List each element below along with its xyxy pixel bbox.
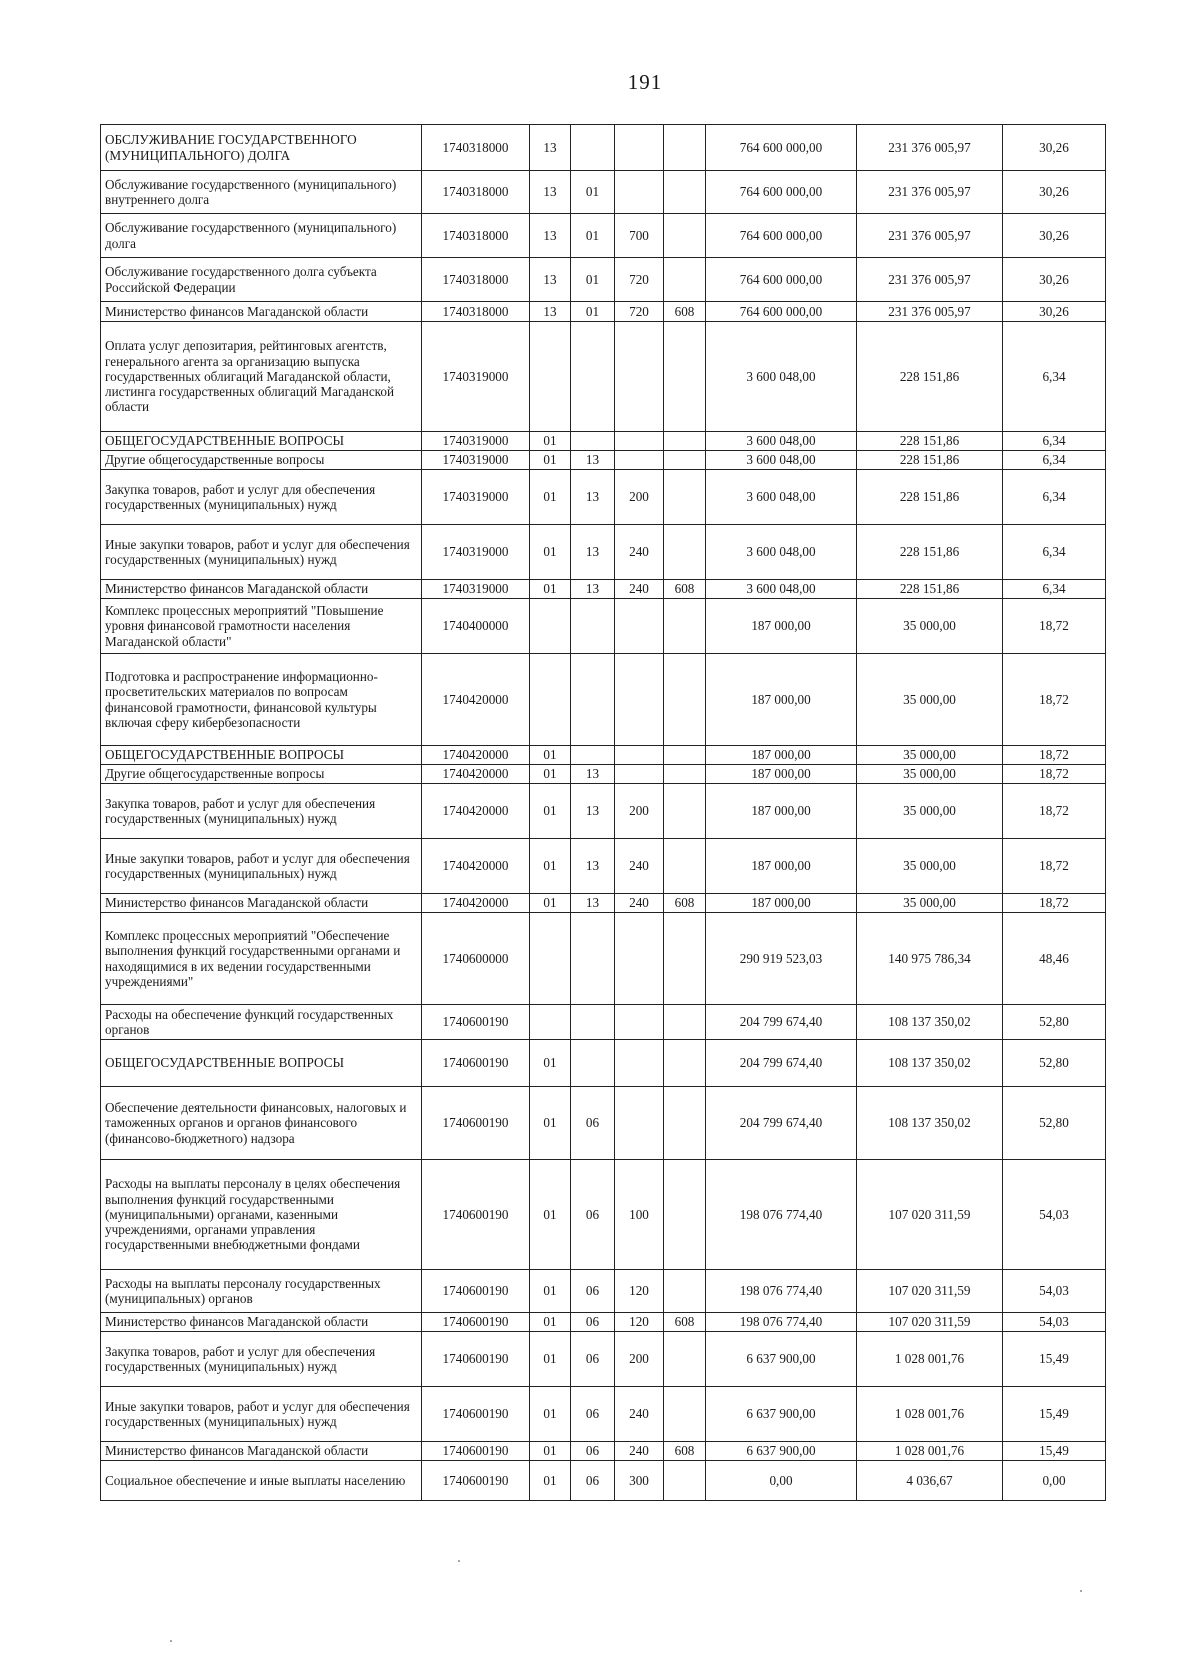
row-subsection: 13 bbox=[571, 470, 615, 525]
row-expense-type: 240 bbox=[615, 894, 664, 913]
row-expense-type bbox=[615, 654, 664, 746]
row-actual-amount: 108 137 350,02 bbox=[857, 1040, 1003, 1087]
row-plan-amount: 187 000,00 bbox=[706, 599, 857, 654]
row-expense-type: 200 bbox=[615, 470, 664, 525]
row-ministry-code bbox=[664, 432, 706, 451]
row-name: Обслуживание государственного (муниципального) долга bbox=[101, 214, 422, 258]
row-percent: 18,72 bbox=[1003, 654, 1106, 746]
row-plan-amount: 187 000,00 bbox=[706, 765, 857, 784]
row-name: ОБЩЕГОСУДАРСТВЕННЫЕ ВОПРОСЫ bbox=[101, 432, 422, 451]
row-percent: 54,03 bbox=[1003, 1270, 1106, 1313]
table-row bbox=[101, 258, 1106, 302]
row-code: 1740600190 bbox=[422, 1087, 530, 1160]
row-name: Расходы на обеспечение функций государственных органов bbox=[101, 1005, 422, 1040]
row-code: 1740420000 bbox=[422, 784, 530, 839]
row-name: Подготовка и распространение информационно-просветительских материалов по вопросам финансовой грамотности, финансовой культуры включая сферу кибербезопасности bbox=[101, 654, 422, 746]
row-actual-amount: 35 000,00 bbox=[857, 839, 1003, 894]
row-plan-amount: 764 600 000,00 bbox=[706, 125, 857, 171]
row-expense-type: 240 bbox=[615, 525, 664, 580]
row-name: Закупка товаров, работ и услуг для обеспечения государственных (муниципальных) нужд bbox=[101, 470, 422, 525]
row-section: 13 bbox=[530, 214, 571, 258]
row-ministry-code bbox=[664, 765, 706, 784]
row-plan-amount: 290 919 523,03 bbox=[706, 913, 857, 1005]
row-ministry-code: 608 bbox=[664, 894, 706, 913]
row-plan-amount: 764 600 000,00 bbox=[706, 214, 857, 258]
row-code: 1740319000 bbox=[422, 525, 530, 580]
row-code: 1740600190 bbox=[422, 1040, 530, 1087]
row-name: Закупка товаров, работ и услуг для обеспечения государственных (муниципальных) нужд bbox=[101, 1332, 422, 1387]
row-name: Министерство финансов Магаданской области bbox=[101, 302, 422, 322]
row-percent: 18,72 bbox=[1003, 746, 1106, 765]
row-subsection: 13 bbox=[571, 580, 615, 599]
row-plan-amount: 3 600 048,00 bbox=[706, 432, 857, 451]
row-subsection bbox=[571, 913, 615, 1005]
row-subsection bbox=[571, 125, 615, 171]
row-name: Другие общегосударственные вопросы bbox=[101, 451, 422, 470]
row-expense-type: 240 bbox=[615, 1387, 664, 1442]
row-plan-amount: 0,00 bbox=[706, 1461, 857, 1501]
row-plan-amount: 198 076 774,40 bbox=[706, 1270, 857, 1313]
row-section: 13 bbox=[530, 258, 571, 302]
row-code: 1740600000 bbox=[422, 913, 530, 1005]
row-actual-amount: 231 376 005,97 bbox=[857, 171, 1003, 214]
row-percent: 18,72 bbox=[1003, 765, 1106, 784]
row-expense-type: 120 bbox=[615, 1270, 664, 1313]
row-name: Иные закупки товаров, работ и услуг для обеспечения государственных (муниципальных) нужд bbox=[101, 525, 422, 580]
row-expense-type: 240 bbox=[615, 580, 664, 599]
row-percent: 52,80 bbox=[1003, 1087, 1106, 1160]
row-section: 01 bbox=[530, 746, 571, 765]
row-plan-amount: 187 000,00 bbox=[706, 839, 857, 894]
row-expense-type: 120 bbox=[615, 1313, 664, 1332]
row-ministry-code bbox=[664, 525, 706, 580]
table-row bbox=[101, 171, 1106, 214]
row-percent: 30,26 bbox=[1003, 214, 1106, 258]
row-plan-amount: 204 799 674,40 bbox=[706, 1087, 857, 1160]
row-subsection: 13 bbox=[571, 894, 615, 913]
row-subsection: 06 bbox=[571, 1332, 615, 1387]
row-expense-type bbox=[615, 171, 664, 214]
row-percent: 18,72 bbox=[1003, 784, 1106, 839]
row-plan-amount: 187 000,00 bbox=[706, 746, 857, 765]
table-body bbox=[101, 125, 1106, 1501]
table-row bbox=[101, 322, 1106, 432]
row-subsection: 06 bbox=[571, 1387, 615, 1442]
row-section: 01 bbox=[530, 894, 571, 913]
row-expense-type: 300 bbox=[615, 1461, 664, 1501]
table-row bbox=[101, 214, 1106, 258]
row-ministry-code bbox=[664, 125, 706, 171]
row-name: Министерство финансов Магаданской области bbox=[101, 1442, 422, 1461]
row-code: 1740600190 bbox=[422, 1005, 530, 1040]
row-expense-type bbox=[615, 599, 664, 654]
row-expense-type bbox=[615, 1005, 664, 1040]
row-actual-amount: 228 151,86 bbox=[857, 322, 1003, 432]
row-subsection bbox=[571, 746, 615, 765]
row-name: Министерство финансов Магаданской области bbox=[101, 1313, 422, 1332]
table-row bbox=[101, 470, 1106, 525]
row-ministry-code bbox=[664, 1332, 706, 1387]
row-subsection: 06 bbox=[571, 1313, 615, 1332]
row-ministry-code bbox=[664, 1005, 706, 1040]
row-percent: 54,03 bbox=[1003, 1160, 1106, 1270]
row-code: 1740420000 bbox=[422, 765, 530, 784]
row-ministry-code bbox=[664, 784, 706, 839]
row-actual-amount: 228 151,86 bbox=[857, 432, 1003, 451]
table-row bbox=[101, 580, 1106, 599]
row-section: 01 bbox=[530, 1442, 571, 1461]
row-subsection: 13 bbox=[571, 784, 615, 839]
row-percent: 6,34 bbox=[1003, 470, 1106, 525]
row-subsection bbox=[571, 654, 615, 746]
row-name: Обеспечение деятельности финансовых, налоговых и таможенных органов и органов финансового (финансово-бюджетного) надзора bbox=[101, 1087, 422, 1160]
table-row bbox=[101, 125, 1106, 171]
table-row bbox=[101, 1332, 1106, 1387]
row-expense-type bbox=[615, 913, 664, 1005]
row-subsection: 06 bbox=[571, 1442, 615, 1461]
row-code: 1740319000 bbox=[422, 470, 530, 525]
row-ministry-code: 608 bbox=[664, 1442, 706, 1461]
row-percent: 6,34 bbox=[1003, 451, 1106, 470]
row-plan-amount: 764 600 000,00 bbox=[706, 258, 857, 302]
row-plan-amount: 764 600 000,00 bbox=[706, 302, 857, 322]
row-section: 01 bbox=[530, 1461, 571, 1501]
row-name: Социальное обеспечение и иные выплаты населению bbox=[101, 1461, 422, 1501]
row-section: 01 bbox=[530, 765, 571, 784]
row-actual-amount: 35 000,00 bbox=[857, 746, 1003, 765]
row-subsection: 01 bbox=[571, 258, 615, 302]
row-code: 1740319000 bbox=[422, 580, 530, 599]
table-row bbox=[101, 746, 1106, 765]
row-percent: 52,80 bbox=[1003, 1040, 1106, 1087]
row-section bbox=[530, 322, 571, 432]
row-actual-amount: 35 000,00 bbox=[857, 894, 1003, 913]
row-code: 1740319000 bbox=[422, 322, 530, 432]
row-actual-amount: 108 137 350,02 bbox=[857, 1087, 1003, 1160]
row-ministry-code: 608 bbox=[664, 302, 706, 322]
row-actual-amount: 228 151,86 bbox=[857, 470, 1003, 525]
row-percent: 52,80 bbox=[1003, 1005, 1106, 1040]
row-plan-amount: 187 000,00 bbox=[706, 784, 857, 839]
row-name: Комплекс процессных мероприятий "Повышение уровня финансовой грамотности населения Магаданской области" bbox=[101, 599, 422, 654]
row-actual-amount: 107 020 311,59 bbox=[857, 1313, 1003, 1332]
row-expense-type: 200 bbox=[615, 784, 664, 839]
row-code: 1740318000 bbox=[422, 214, 530, 258]
row-ministry-code bbox=[664, 258, 706, 302]
scan-speck bbox=[1080, 1590, 1082, 1592]
row-actual-amount: 231 376 005,97 bbox=[857, 258, 1003, 302]
table-row bbox=[101, 654, 1106, 746]
row-percent: 30,26 bbox=[1003, 258, 1106, 302]
row-percent: 6,34 bbox=[1003, 525, 1106, 580]
table-row bbox=[101, 1461, 1106, 1501]
row-section: 01 bbox=[530, 839, 571, 894]
row-percent: 18,72 bbox=[1003, 599, 1106, 654]
row-name: ОБЩЕГОСУДАРСТВЕННЫЕ ВОПРОСЫ bbox=[101, 746, 422, 765]
row-name: ОБЩЕГОСУДАРСТВЕННЫЕ ВОПРОСЫ bbox=[101, 1040, 422, 1087]
row-section bbox=[530, 654, 571, 746]
row-name: ОБСЛУЖИВАНИЕ ГОСУДАРСТВЕННОГО (МУНИЦИПАЛЬНОГО) ДОЛГА bbox=[101, 125, 422, 171]
row-section bbox=[530, 599, 571, 654]
row-expense-type bbox=[615, 451, 664, 470]
row-code: 1740420000 bbox=[422, 839, 530, 894]
row-section: 01 bbox=[530, 525, 571, 580]
table-row bbox=[101, 784, 1106, 839]
row-expense-type: 720 bbox=[615, 302, 664, 322]
row-section: 13 bbox=[530, 302, 571, 322]
row-ministry-code: 608 bbox=[664, 1313, 706, 1332]
row-percent: 6,34 bbox=[1003, 580, 1106, 599]
row-expense-type: 700 bbox=[615, 214, 664, 258]
table-row bbox=[101, 432, 1106, 451]
row-ministry-code: 608 bbox=[664, 580, 706, 599]
row-code: 1740420000 bbox=[422, 894, 530, 913]
row-actual-amount: 228 151,86 bbox=[857, 580, 1003, 599]
row-code: 1740600190 bbox=[422, 1270, 530, 1313]
row-actual-amount: 4 036,67 bbox=[857, 1461, 1003, 1501]
row-code: 1740319000 bbox=[422, 451, 530, 470]
row-name: Обслуживание государственного долга субъекта Российской Федерации bbox=[101, 258, 422, 302]
row-percent: 6,34 bbox=[1003, 322, 1106, 432]
row-subsection: 13 bbox=[571, 451, 615, 470]
row-actual-amount: 108 137 350,02 bbox=[857, 1005, 1003, 1040]
row-name: Оплата услуг депозитария, рейтинговых агентств, генерального агента за организацию выпуска государственных облигаций Магаданской области, листинга государственных облигаций Магаданской области bbox=[101, 322, 422, 432]
row-plan-amount: 187 000,00 bbox=[706, 894, 857, 913]
row-actual-amount: 35 000,00 bbox=[857, 599, 1003, 654]
row-section: 13 bbox=[530, 125, 571, 171]
row-actual-amount: 35 000,00 bbox=[857, 654, 1003, 746]
table-row bbox=[101, 894, 1106, 913]
row-plan-amount: 3 600 048,00 bbox=[706, 525, 857, 580]
row-code: 1740319000 bbox=[422, 432, 530, 451]
table-row bbox=[101, 599, 1106, 654]
row-percent: 30,26 bbox=[1003, 171, 1106, 214]
row-section: 01 bbox=[530, 1087, 571, 1160]
table-row bbox=[101, 1387, 1106, 1442]
row-ministry-code bbox=[664, 1387, 706, 1442]
row-section: 01 bbox=[530, 580, 571, 599]
row-expense-type bbox=[615, 746, 664, 765]
row-section: 01 bbox=[530, 1387, 571, 1442]
row-percent: 15,49 bbox=[1003, 1387, 1106, 1442]
row-percent: 54,03 bbox=[1003, 1313, 1106, 1332]
row-code: 1740400000 bbox=[422, 599, 530, 654]
row-ministry-code bbox=[664, 654, 706, 746]
row-code: 1740600190 bbox=[422, 1442, 530, 1461]
row-expense-type bbox=[615, 1040, 664, 1087]
table-row bbox=[101, 765, 1106, 784]
row-subsection: 01 bbox=[571, 302, 615, 322]
row-subsection bbox=[571, 1005, 615, 1040]
row-plan-amount: 3 600 048,00 bbox=[706, 451, 857, 470]
row-section: 01 bbox=[530, 1332, 571, 1387]
row-name: Иные закупки товаров, работ и услуг для обеспечения государственных (муниципальных) нужд bbox=[101, 1387, 422, 1442]
row-percent: 15,49 bbox=[1003, 1442, 1106, 1461]
row-subsection bbox=[571, 1040, 615, 1087]
row-subsection: 13 bbox=[571, 525, 615, 580]
row-ministry-code bbox=[664, 1270, 706, 1313]
row-name: Расходы на выплаты персоналу в целях обеспечения выполнения функций государственными (муниципальными) органами, казенными учреждениями, органами управления государственными внебюджетными фондами bbox=[101, 1160, 422, 1270]
row-percent: 18,72 bbox=[1003, 839, 1106, 894]
row-percent: 0,00 bbox=[1003, 1461, 1106, 1501]
row-actual-amount: 1 028 001,76 bbox=[857, 1442, 1003, 1461]
row-ministry-code bbox=[664, 839, 706, 894]
row-plan-amount: 3 600 048,00 bbox=[706, 470, 857, 525]
row-code: 1740318000 bbox=[422, 125, 530, 171]
row-actual-amount: 228 151,86 bbox=[857, 451, 1003, 470]
row-code: 1740318000 bbox=[422, 302, 530, 322]
row-expense-type bbox=[615, 125, 664, 171]
row-ministry-code bbox=[664, 1160, 706, 1270]
row-plan-amount: 6 637 900,00 bbox=[706, 1387, 857, 1442]
row-name: Обслуживание государственного (муниципального) внутреннего долга bbox=[101, 171, 422, 214]
row-plan-amount: 6 637 900,00 bbox=[706, 1332, 857, 1387]
row-subsection: 01 bbox=[571, 214, 615, 258]
row-ministry-code bbox=[664, 1040, 706, 1087]
row-section: 01 bbox=[530, 470, 571, 525]
row-name: Расходы на выплаты персоналу государственных (муниципальных) органов bbox=[101, 1270, 422, 1313]
row-subsection: 06 bbox=[571, 1087, 615, 1160]
page-number: 191 bbox=[627, 70, 663, 94]
scan-speck bbox=[458, 1560, 460, 1562]
table-row bbox=[101, 1442, 1106, 1461]
row-code: 1740420000 bbox=[422, 746, 530, 765]
row-code: 1740600190 bbox=[422, 1332, 530, 1387]
row-subsection: 13 bbox=[571, 765, 615, 784]
row-subsection: 06 bbox=[571, 1461, 615, 1501]
row-ministry-code bbox=[664, 913, 706, 1005]
row-section: 13 bbox=[530, 171, 571, 214]
budget-table bbox=[100, 124, 1106, 1501]
row-actual-amount: 231 376 005,97 bbox=[857, 125, 1003, 171]
row-name: Другие общегосударственные вопросы bbox=[101, 765, 422, 784]
row-name: Закупка товаров, работ и услуг для обеспечения государственных (муниципальных) нужд bbox=[101, 784, 422, 839]
table-row bbox=[101, 1005, 1106, 1040]
row-code: 1740600190 bbox=[422, 1387, 530, 1442]
row-name: Министерство финансов Магаданской области bbox=[101, 894, 422, 913]
row-ministry-code bbox=[664, 1461, 706, 1501]
row-section bbox=[530, 1005, 571, 1040]
row-ministry-code bbox=[664, 171, 706, 214]
row-name: Иные закупки товаров, работ и услуг для обеспечения государственных (муниципальных) нужд bbox=[101, 839, 422, 894]
row-expense-type: 720 bbox=[615, 258, 664, 302]
row-percent: 30,26 bbox=[1003, 302, 1106, 322]
row-ministry-code bbox=[664, 1087, 706, 1160]
row-percent: 48,46 bbox=[1003, 913, 1106, 1005]
row-subsection: 01 bbox=[571, 171, 615, 214]
row-name: Комплекс процессных мероприятий "Обеспечение выполнения функций государственными органами и находящимися в их ведении государственными учреждениями" bbox=[101, 913, 422, 1005]
row-section: 01 bbox=[530, 1270, 571, 1313]
row-subsection bbox=[571, 322, 615, 432]
row-section: 01 bbox=[530, 1160, 571, 1270]
row-plan-amount: 187 000,00 bbox=[706, 654, 857, 746]
row-percent: 6,34 bbox=[1003, 432, 1106, 451]
row-actual-amount: 231 376 005,97 bbox=[857, 214, 1003, 258]
row-section: 01 bbox=[530, 1313, 571, 1332]
row-expense-type: 100 bbox=[615, 1160, 664, 1270]
table-row bbox=[101, 302, 1106, 322]
row-expense-type: 200 bbox=[615, 1332, 664, 1387]
row-actual-amount: 228 151,86 bbox=[857, 525, 1003, 580]
row-plan-amount: 3 600 048,00 bbox=[706, 322, 857, 432]
row-percent: 18,72 bbox=[1003, 894, 1106, 913]
row-expense-type: 240 bbox=[615, 1442, 664, 1461]
row-plan-amount: 6 637 900,00 bbox=[706, 1442, 857, 1461]
row-expense-type bbox=[615, 765, 664, 784]
row-code: 1740600190 bbox=[422, 1461, 530, 1501]
row-subsection bbox=[571, 432, 615, 451]
row-ministry-code bbox=[664, 451, 706, 470]
table-row bbox=[101, 1313, 1106, 1332]
row-percent: 30,26 bbox=[1003, 125, 1106, 171]
table-row bbox=[101, 1160, 1106, 1270]
table-row bbox=[101, 1087, 1106, 1160]
row-plan-amount: 198 076 774,40 bbox=[706, 1313, 857, 1332]
row-expense-type bbox=[615, 322, 664, 432]
row-actual-amount: 1 028 001,76 bbox=[857, 1332, 1003, 1387]
row-code: 1740420000 bbox=[422, 654, 530, 746]
row-section: 01 bbox=[530, 1040, 571, 1087]
row-ministry-code bbox=[664, 599, 706, 654]
row-ministry-code bbox=[664, 322, 706, 432]
row-code: 1740318000 bbox=[422, 171, 530, 214]
table-row bbox=[101, 451, 1106, 470]
row-expense-type bbox=[615, 432, 664, 451]
row-plan-amount: 198 076 774,40 bbox=[706, 1160, 857, 1270]
table-row bbox=[101, 913, 1106, 1005]
row-plan-amount: 204 799 674,40 bbox=[706, 1005, 857, 1040]
row-plan-amount: 3 600 048,00 bbox=[706, 580, 857, 599]
table-row bbox=[101, 839, 1106, 894]
row-ministry-code bbox=[664, 746, 706, 765]
table-row bbox=[101, 525, 1106, 580]
row-name: Министерство финансов Магаданской области bbox=[101, 580, 422, 599]
row-actual-amount: 35 000,00 bbox=[857, 765, 1003, 784]
scan-speck bbox=[170, 1640, 172, 1642]
row-actual-amount: 107 020 311,59 bbox=[857, 1270, 1003, 1313]
row-ministry-code bbox=[664, 214, 706, 258]
row-section: 01 bbox=[530, 784, 571, 839]
row-plan-amount: 204 799 674,40 bbox=[706, 1040, 857, 1087]
row-plan-amount: 764 600 000,00 bbox=[706, 171, 857, 214]
row-subsection: 13 bbox=[571, 839, 615, 894]
table-row bbox=[101, 1270, 1106, 1313]
row-percent: 15,49 bbox=[1003, 1332, 1106, 1387]
row-actual-amount: 140 975 786,34 bbox=[857, 913, 1003, 1005]
row-actual-amount: 231 376 005,97 bbox=[857, 302, 1003, 322]
row-expense-type bbox=[615, 1087, 664, 1160]
row-code: 1740318000 bbox=[422, 258, 530, 302]
row-subsection: 06 bbox=[571, 1270, 615, 1313]
row-section: 01 bbox=[530, 451, 571, 470]
row-actual-amount: 35 000,00 bbox=[857, 784, 1003, 839]
row-section bbox=[530, 913, 571, 1005]
row-code: 1740600190 bbox=[422, 1313, 530, 1332]
row-subsection: 06 bbox=[571, 1160, 615, 1270]
row-actual-amount: 107 020 311,59 bbox=[857, 1160, 1003, 1270]
row-expense-type: 240 bbox=[615, 839, 664, 894]
table-row bbox=[101, 1040, 1106, 1087]
row-ministry-code bbox=[664, 470, 706, 525]
row-section: 01 bbox=[530, 432, 571, 451]
row-subsection bbox=[571, 599, 615, 654]
row-code: 1740600190 bbox=[422, 1160, 530, 1270]
row-actual-amount: 1 028 001,76 bbox=[857, 1387, 1003, 1442]
